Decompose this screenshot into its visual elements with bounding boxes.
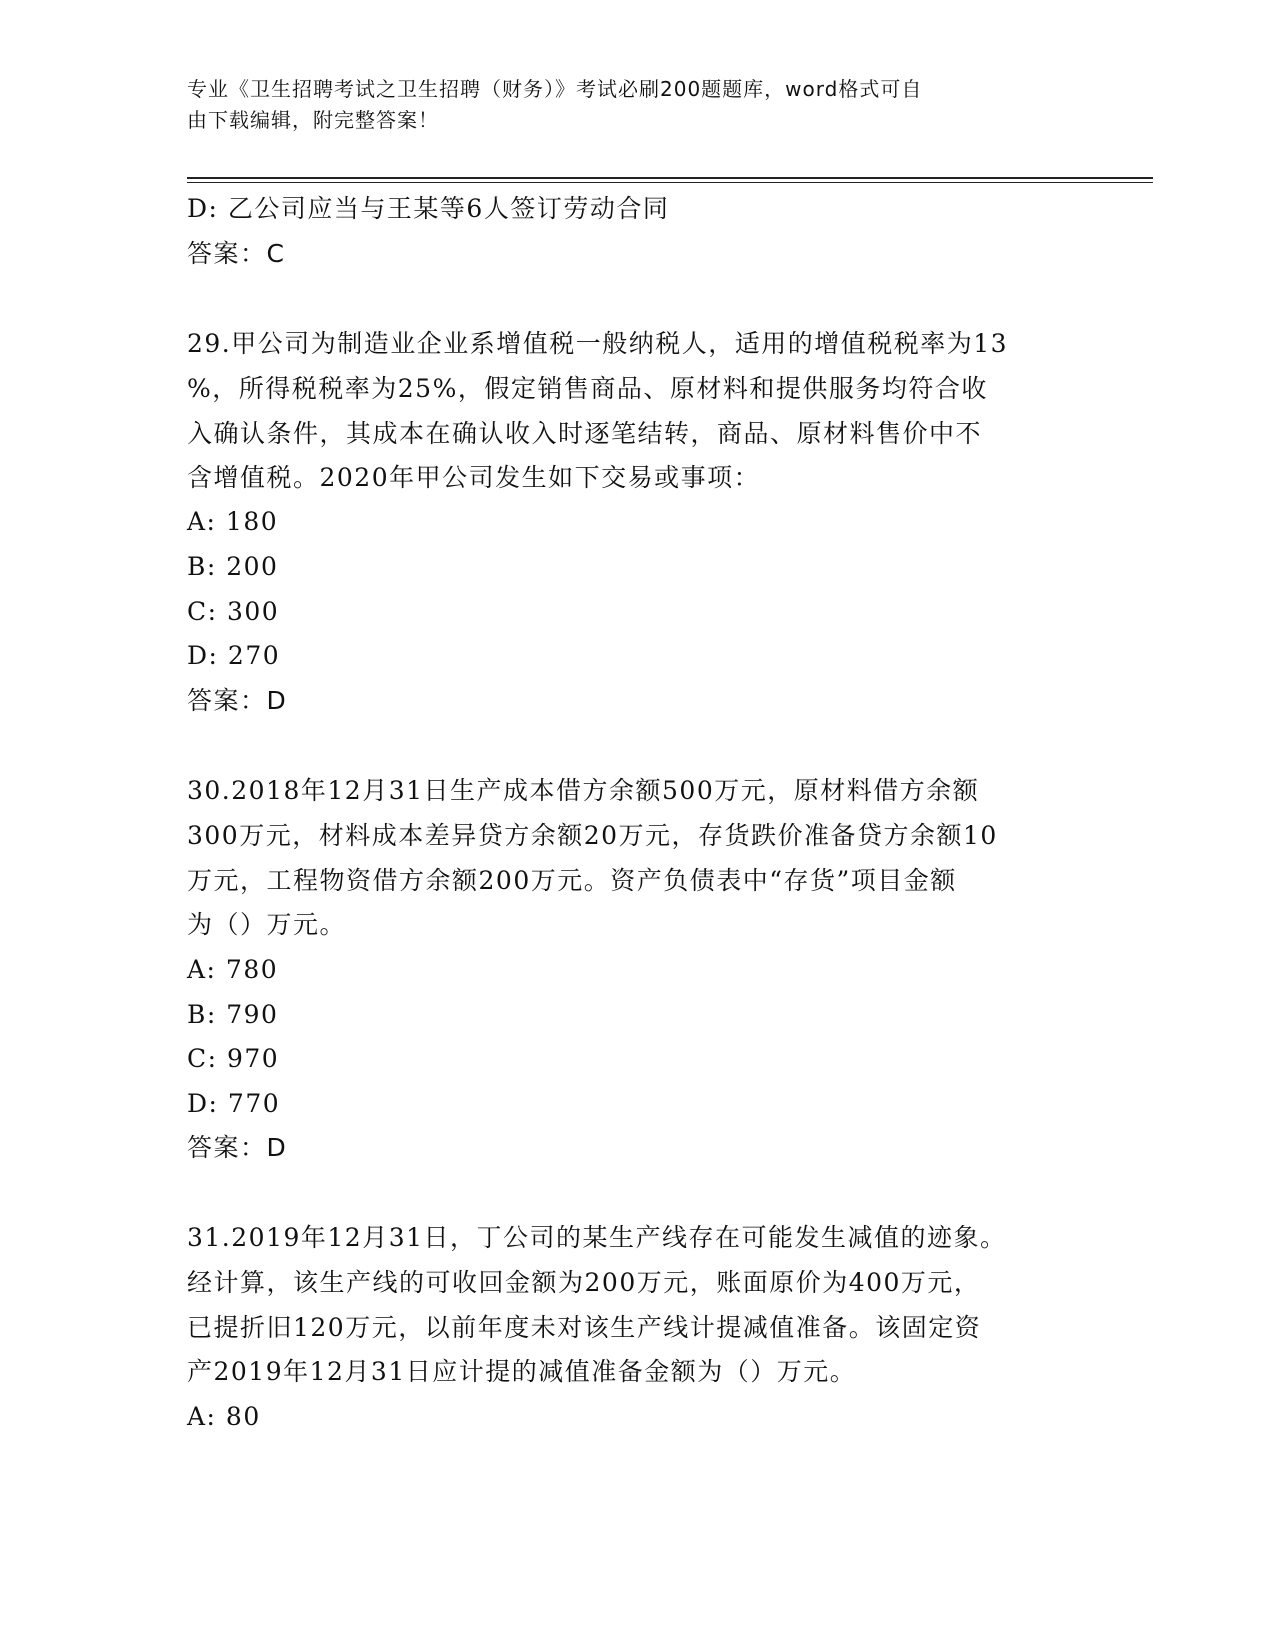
q30-option-a: A: 780 bbox=[187, 955, 279, 984]
q29-stem-line-2: %，所得税税率为25%，假定销售商品、原材料和提供服务均符合收 bbox=[187, 374, 988, 403]
header-line-2: 由下载编辑，附完整答案！ bbox=[187, 108, 439, 132]
q31-stem-line-3: 已提折旧120万元，以前年度未对该生产线计提减值准备。该固定资 bbox=[187, 1313, 982, 1342]
q30-option-d: D: 770 bbox=[187, 1089, 281, 1118]
q30-answer: 答案：D bbox=[187, 1133, 288, 1162]
document-header bbox=[187, 74, 1067, 136]
q28-answer: 答案：C bbox=[187, 239, 286, 268]
q30-stem-line-3: 万元，工程物资借方余额200万元。资产负债表中“存货”项目金额 bbox=[187, 866, 957, 895]
header-divider-thin bbox=[187, 182, 1153, 183]
q31-stem-line-1: 31.2019年12月31日，丁公司的某生产线存在可能发生减值的迹象。 bbox=[187, 1223, 1007, 1252]
header-divider-thick bbox=[187, 177, 1153, 179]
q30-option-b: B: 790 bbox=[187, 1000, 279, 1029]
q31-option-a: A: 80 bbox=[187, 1402, 261, 1431]
header-line-1: 专业《卫生招聘考试之卫生招聘（财务）》考试必刷200题题库，word格式可自 bbox=[187, 77, 923, 101]
q29-option-a: A: 180 bbox=[187, 507, 279, 536]
q29-option-c: C: 300 bbox=[187, 597, 280, 626]
q30-stem-line-2: 300万元，材料成本差异贷方余额20万元，存货跌价准备贷方余额10 bbox=[187, 821, 998, 850]
q30-option-c: C: 970 bbox=[187, 1044, 280, 1073]
q29-answer: 答案：D bbox=[187, 686, 288, 715]
q29-stem-line-3: 入确认条件，其成本在确认收入时逐笔结转，商品、原材料售价中不 bbox=[187, 419, 983, 448]
q31-stem-line-2: 经计算，该生产线的可收回金额为200万元，账面原价为400万元， bbox=[187, 1268, 981, 1297]
q29-stem-line-1: 29.甲公司为制造业企业系增值税一般纳税人，适用的增值税税率为13 bbox=[187, 329, 1009, 358]
q29-option-d: D: 270 bbox=[187, 641, 281, 670]
q30-stem-line-4: 为（）万元。 bbox=[187, 910, 347, 939]
q29-option-b: B: 200 bbox=[187, 552, 279, 581]
q29-stem-line-4: 含增值税。2020年甲公司发生如下交易或事项： bbox=[187, 463, 761, 492]
q31-stem-line-4: 产2019年12月31日应计提的减值准备金额为（）万元。 bbox=[187, 1357, 857, 1386]
q28-option-d: D: 乙公司应当与王某等6人签订劳动合同 bbox=[187, 194, 670, 223]
q30-stem-line-1: 30.2018年12月31日生产成本借方余额500万元，原材料借方余额 bbox=[187, 776, 980, 805]
